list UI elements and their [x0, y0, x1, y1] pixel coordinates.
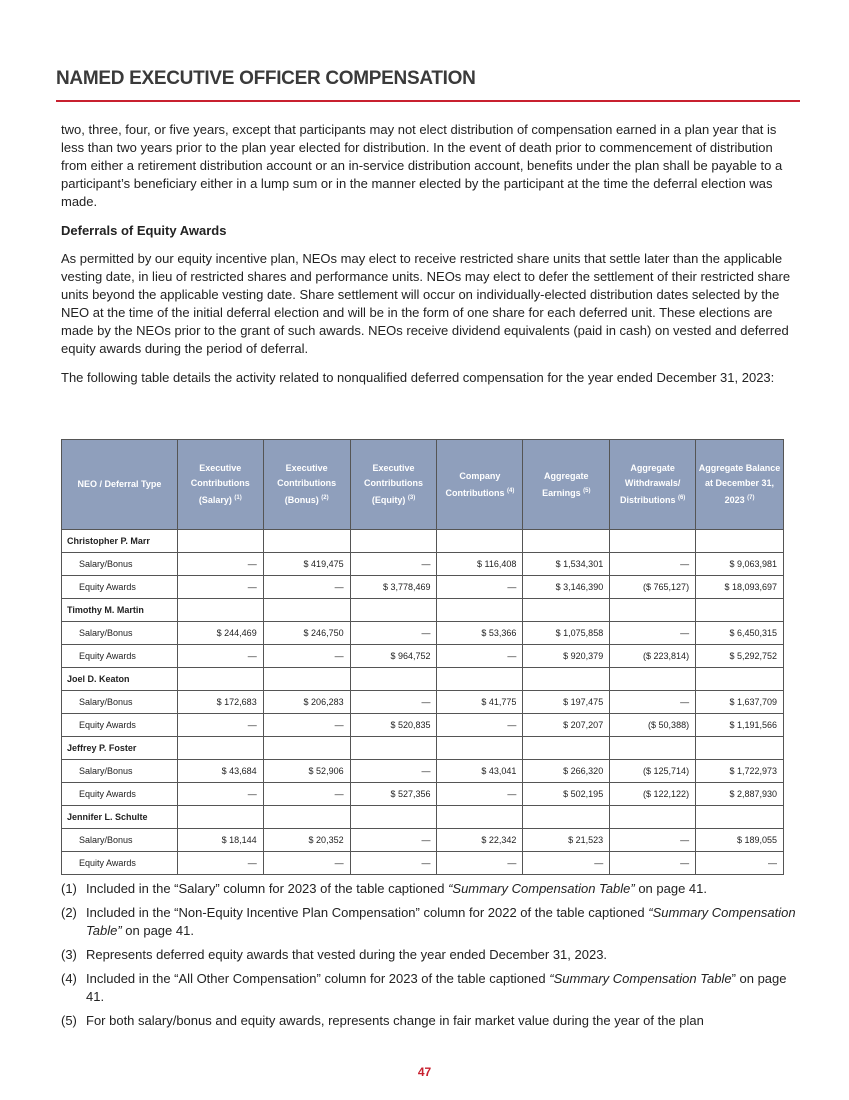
footnote-segment: ” on page 41. — [86, 971, 787, 1004]
deferred-compensation-table — [61, 439, 784, 875]
deferral-type: Salary/Bonus — [62, 829, 178, 852]
empty-cell — [696, 530, 784, 553]
table-cell: $ 1,191,566 — [696, 714, 784, 737]
footnote-segment: For both salary/bonus and equity awards, represents change in fair market value during the year of the plan — [86, 1013, 704, 1028]
table-cell: $ 244,469 — [177, 622, 263, 645]
table-cell: — — [350, 760, 437, 783]
table-cell: — — [523, 852, 610, 875]
table-cell: $ 18,093,697 — [696, 576, 784, 599]
table-cell: — — [350, 852, 437, 875]
officer-name: Jeffrey P. Foster — [62, 737, 178, 760]
table-cell: — — [263, 576, 350, 599]
empty-cell — [350, 806, 437, 829]
empty-cell — [437, 530, 523, 553]
footnote-italic: “Summary Compensation Table” — [86, 905, 796, 938]
paragraph: two, three, four, or five years, except that participants may not elect distribution of compensation earned in a plan year that is less than two years prior to the plan year elected for distribution. In the event of death prior to commencement of distribution from either a retirement distribution account or an in-service distribution account, benefits under the plan shall be payable to a participant’s beneficiary either in a lump sum or in the manner elected by the participant at the time the deferral election was made. — [61, 122, 783, 209]
footnote — [61, 970, 801, 1006]
empty-cell — [523, 530, 610, 553]
table-cell: $ 41,775 — [437, 691, 523, 714]
table-cell: $ 419,475 — [263, 553, 350, 576]
table-row-name — [62, 737, 784, 760]
footnote-segment: on page 41. — [634, 881, 708, 896]
empty-cell — [696, 599, 784, 622]
paragraph: As permitted by our equity incentive plan, NEOs may elect to receive restricted share units that settle later than the applicable vesting date, in lieu of restricted shares and performance units. NEOs may elect to defer the settlement of their restricted share units beyond the applicable vesting date. Share settlement will occur on individually-elected distribution dates selected by the NEO at the time of the initial deferral election and will be in the form of one share for each deferred unit. These elections are made by the NEOs prior to the grant of such awards. NEOs receive dividend equivalents (paid in cash) on vested and deferred equity awards during the period of deferral. — [61, 251, 791, 356]
table-cell: — — [263, 852, 350, 875]
table-row — [62, 645, 784, 668]
table-cell: — — [263, 714, 350, 737]
table-cell: $ 21,523 — [523, 829, 610, 852]
footnote-ref: (4) — [507, 487, 515, 494]
column-header-label: Aggregate Withdrawals/ Distributions — [619, 463, 681, 505]
footnote-italic: “Summary Compensation Table — [549, 971, 732, 986]
table-cell: — — [177, 783, 263, 806]
table-cell: — — [610, 829, 696, 852]
empty-cell — [437, 599, 523, 622]
column-header-label: Executive Contributions (Salary) — [190, 463, 250, 505]
table-cell: $ 964,752 — [350, 645, 437, 668]
deferral-type: Equity Awards — [62, 852, 178, 875]
footnote-number: (5) — [61, 1013, 77, 1028]
empty-cell — [263, 668, 350, 691]
officer-name: Timothy M. Martin — [62, 599, 178, 622]
table-cell: — — [177, 714, 263, 737]
column-header — [62, 440, 178, 530]
empty-cell — [177, 599, 263, 622]
column-header-label: Aggregate Balance at December 31, 2023 — [698, 463, 781, 505]
footnote — [61, 946, 801, 964]
table-cell: $ 266,320 — [523, 760, 610, 783]
officer-name: Christopher P. Marr — [62, 530, 178, 553]
table-cell: ($ 223,814) — [610, 645, 696, 668]
table-cell: — — [350, 829, 437, 852]
paragraph: The following table details the activity related to nonqualified deferred compensation for the year ended December 31, 2023: — [61, 370, 775, 385]
table-cell: — — [263, 783, 350, 806]
empty-cell — [523, 737, 610, 760]
empty-cell — [177, 530, 263, 553]
table-cell: — — [610, 622, 696, 645]
empty-cell — [263, 530, 350, 553]
table-row-name — [62, 530, 784, 553]
table-cell: $ 3,146,390 — [523, 576, 610, 599]
empty-cell — [523, 668, 610, 691]
table-row-name — [62, 806, 784, 829]
table-cell: $ 189,055 — [696, 829, 784, 852]
empty-cell — [177, 806, 263, 829]
deferral-type: Salary/Bonus — [62, 553, 178, 576]
table-cell: $ 3,778,469 — [350, 576, 437, 599]
table-cell: $ 52,906 — [263, 760, 350, 783]
table-cell: ($ 122,122) — [610, 783, 696, 806]
footnote-text — [86, 904, 801, 940]
footnote-text — [86, 880, 707, 898]
table-cell: — — [437, 852, 523, 875]
footnote-number: (2) — [61, 905, 77, 920]
column-header-label: NEO / Deferral Type — [77, 479, 162, 489]
column-header — [177, 440, 263, 530]
table-cell: — — [263, 645, 350, 668]
section-title: NAMED EXECUTIVE OFFICER COMPENSATION — [56, 68, 476, 89]
empty-cell — [610, 737, 696, 760]
deferral-type: Equity Awards — [62, 783, 178, 806]
footnote-segment: Included in the “Salary” column for 2023 of the table captioned — [86, 881, 449, 896]
table-cell: — — [437, 576, 523, 599]
table-body — [62, 530, 784, 875]
table-cell: $ 520,835 — [350, 714, 437, 737]
footnote-italic: “Summary Compensation Table” — [448, 881, 635, 896]
table-cell: — — [696, 852, 784, 875]
empty-cell — [177, 668, 263, 691]
table-cell: — — [610, 691, 696, 714]
officer-name: Joel D. Keaton — [62, 668, 178, 691]
table-cell: $ 20,352 — [263, 829, 350, 852]
footnote-ref: (5) — [583, 487, 591, 494]
table-row — [62, 622, 784, 645]
table-row — [62, 852, 784, 875]
footnote — [61, 904, 801, 940]
table-cell: — — [350, 691, 437, 714]
table-cell: $ 18,144 — [177, 829, 263, 852]
table-row — [62, 691, 784, 714]
footnote-ref: (2) — [321, 495, 329, 501]
empty-cell — [350, 530, 437, 553]
footnote-segment: Included in the “Non-Equity Incentive Plan Compensation” column for 2022 of the table captioned — [86, 905, 649, 920]
footnote-ref: (6) — [677, 495, 686, 501]
table-row — [62, 576, 784, 599]
table-row — [62, 714, 784, 737]
table-cell: $ 527,356 — [350, 783, 437, 806]
table-header-row — [62, 440, 784, 530]
table-cell: $ 5,292,752 — [696, 645, 784, 668]
deferral-type: Salary/Bonus — [62, 691, 178, 714]
empty-cell — [263, 806, 350, 829]
table-cell: — — [177, 553, 263, 576]
table-row — [62, 553, 784, 576]
page-number: 47 — [417, 1065, 432, 1079]
title-rule — [56, 100, 800, 102]
table-cell: $ 1,722,973 — [696, 760, 784, 783]
empty-cell — [263, 737, 350, 760]
table-row-name — [62, 599, 784, 622]
empty-cell — [350, 737, 437, 760]
column-header-label: Aggregate Earnings — [542, 470, 589, 498]
table-cell: ($ 765,127) — [610, 576, 696, 599]
table-row — [62, 760, 784, 783]
deferral-type: Equity Awards — [62, 576, 178, 599]
table-cell: — — [610, 553, 696, 576]
table-cell: — — [350, 622, 437, 645]
column-header — [523, 440, 610, 530]
footnote-text — [86, 1012, 704, 1030]
footnote-segment: Represents deferred equity awards that vested during the year ended December 31, 2023. — [86, 947, 608, 962]
deferral-type: Equity Awards — [62, 645, 178, 668]
footnote-ref: (7) — [747, 495, 755, 501]
table-cell: — — [610, 852, 696, 875]
footnote-segment: on page 41. — [121, 923, 194, 938]
table-cell: $ 246,750 — [263, 622, 350, 645]
footnote — [61, 880, 801, 898]
column-header — [437, 440, 523, 530]
empty-cell — [696, 737, 784, 760]
deferral-type: Equity Awards — [62, 714, 178, 737]
table-cell: $ 2,887,930 — [696, 783, 784, 806]
empty-cell — [523, 599, 610, 622]
footnote-text — [86, 946, 607, 964]
table-cell: — — [177, 576, 263, 599]
footnotes — [61, 880, 801, 1036]
empty-cell — [696, 668, 784, 691]
table-cell: $ 6,450,315 — [696, 622, 784, 645]
empty-cell — [350, 599, 437, 622]
footnote-text — [86, 970, 801, 1006]
empty-cell — [523, 806, 610, 829]
subheading: Deferrals of Equity Awards — [61, 223, 227, 238]
footnote-ref: (3) — [407, 495, 416, 501]
empty-cell — [610, 668, 696, 691]
empty-cell — [263, 599, 350, 622]
column-header — [610, 440, 696, 530]
column-header — [696, 440, 784, 530]
table-cell: $ 43,684 — [177, 760, 263, 783]
empty-cell — [610, 806, 696, 829]
empty-cell — [610, 599, 696, 622]
empty-cell — [437, 668, 523, 691]
table-cell: — — [437, 714, 523, 737]
empty-cell — [437, 806, 523, 829]
table-cell: $ 920,379 — [523, 645, 610, 668]
footnote — [61, 1012, 801, 1030]
table-cell: — — [177, 645, 263, 668]
table-cell: $ 172,683 — [177, 691, 263, 714]
table-cell: $ 1,534,301 — [523, 553, 610, 576]
column-header-label: Company Contributions — [445, 470, 505, 498]
table-cell: — — [177, 852, 263, 875]
table-cell: $ 1,637,709 — [696, 691, 784, 714]
footnote-number: (3) — [61, 947, 77, 962]
footnote-number: (1) — [61, 881, 77, 896]
table-cell: $ 207,207 — [523, 714, 610, 737]
table-row — [62, 783, 784, 806]
table-cell: — — [437, 645, 523, 668]
deferral-type: Salary/Bonus — [62, 760, 178, 783]
empty-cell — [350, 668, 437, 691]
table-cell: $ 197,475 — [523, 691, 610, 714]
empty-cell — [177, 737, 263, 760]
body-text — [61, 121, 796, 398]
footnote-number: (4) — [61, 971, 77, 986]
empty-cell — [437, 737, 523, 760]
column-header-label: Executive Contributions (Equity) — [364, 463, 424, 505]
footnote-ref: (1) — [234, 495, 242, 501]
officer-name: Jennifer L. Schulte — [62, 806, 178, 829]
footnote-segment: Included in the “All Other Compensation” column for 2023 of the table captioned — [86, 971, 550, 986]
table-cell: ($ 50,388) — [610, 714, 696, 737]
table-cell: ($ 125,714) — [610, 760, 696, 783]
table-cell: $ 22,342 — [437, 829, 523, 852]
table-cell: — — [437, 783, 523, 806]
table-cell: — — [350, 553, 437, 576]
table-cell: $ 206,283 — [263, 691, 350, 714]
deferral-type: Salary/Bonus — [62, 622, 178, 645]
column-header — [350, 440, 437, 530]
table-row-name — [62, 668, 784, 691]
table-cell: $ 53,366 — [437, 622, 523, 645]
column-header-label: Executive Contributions (Bonus) — [277, 463, 337, 505]
table-cell: $ 502,195 — [523, 783, 610, 806]
table-cell: $ 1,075,858 — [523, 622, 610, 645]
column-header — [263, 440, 350, 530]
empty-cell — [610, 530, 696, 553]
table-cell: $ 43,041 — [437, 760, 523, 783]
empty-cell — [696, 806, 784, 829]
table-cell: $ 9,063,981 — [696, 553, 784, 576]
table-cell: $ 116,408 — [437, 553, 523, 576]
table-row — [62, 829, 784, 852]
